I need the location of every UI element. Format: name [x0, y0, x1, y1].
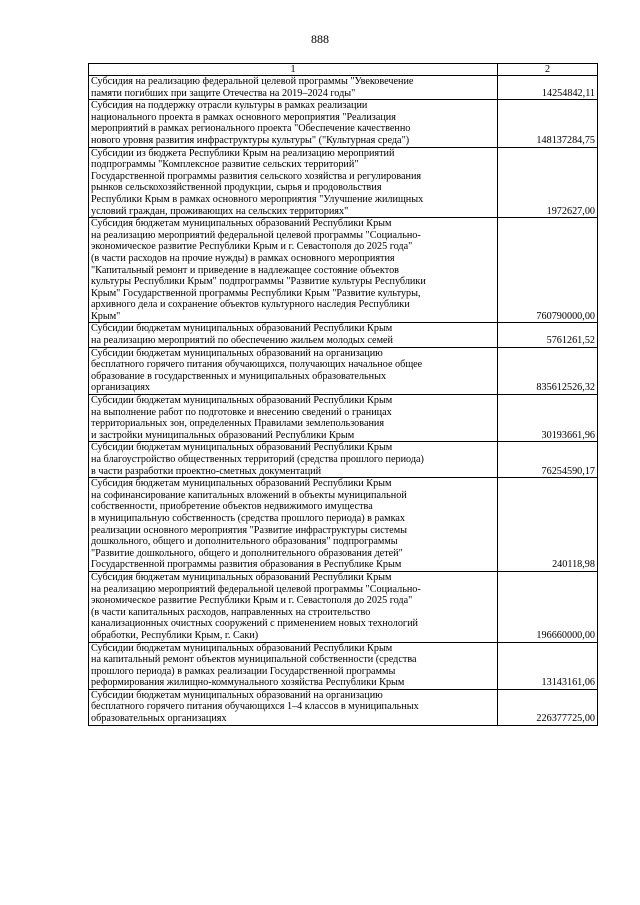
description-line: на выполнение работ по подготовке и внесению сведений о границах: [91, 406, 392, 418]
row-description: [89, 323, 498, 347]
description-line: на благоустройство общественных территорий (средства прошлого периода): [91, 454, 424, 465]
description-line: Субсидии бюджетам муниципальных образований на организацию: [91, 347, 383, 359]
row-amount: 13143161,06: [498, 642, 598, 689]
description-line: на реализацию мероприятий по обеспечению жильем молодых семей: [91, 335, 393, 347]
budget-table: [88, 63, 598, 726]
page-number: 888: [311, 32, 329, 46]
row-amount: 835612526,32: [498, 347, 598, 394]
description-line: национального проекта в рамках основного мероприятия "Реализация: [91, 111, 396, 123]
description-line: (в части расходов на прочие нужды) в рамках основного мероприятия: [91, 252, 395, 264]
row-description: [89, 642, 498, 689]
row-description: [89, 478, 498, 572]
description-line: Субсидии бюджетам муниципальных образований Республики Крым: [91, 442, 393, 454]
row-description: [89, 689, 498, 725]
description-line: экономическое развитие Республики Крым и г. Севастополя до 2025 года": [91, 595, 413, 607]
row-description: [89, 218, 498, 323]
table-row: [89, 395, 598, 442]
description-line: Субсидии бюджетам муниципальных образований на организацию: [91, 689, 383, 701]
row-description: [89, 571, 498, 642]
table-row: [89, 347, 598, 394]
description-line: нового уровня развития инфраструктуры культуры" ("Культурная среда"): [91, 134, 410, 146]
description-line: Республики Крым в рамках основного мероприятия "Улучшение жилищных: [91, 193, 424, 205]
description-line: Субсидия бюджетам муниципальных образований Республики Крым: [91, 218, 392, 230]
description-line: памяти погибших при защите Отечества на 2019–2024 годы": [91, 87, 356, 99]
description-line: Субсидия бюджетам муниципальных образований Республики Крым: [91, 571, 392, 583]
description-line: обработки, Республики Крым, г. Саки): [91, 629, 259, 641]
row-amount: 76254590,17: [498, 442, 598, 478]
description-line: архивного дела и сохранение объектов культурного наследия Республики: [91, 299, 410, 311]
description-line: на капитальный ремонт объектов муниципальной собственности (средства: [91, 654, 417, 666]
description-line: реформирования жилищно-коммунального хозяйства Республики Крым: [91, 677, 405, 689]
row-description: [89, 76, 498, 100]
description-line: культуры Республики Крым" подпрограммы "Развитие культуры Республики: [91, 276, 426, 288]
table-row: [89, 76, 598, 100]
description-line: рынков сельскохозяйственной продукции, сырья и продовольствия: [91, 182, 382, 194]
table-row: [89, 689, 598, 725]
description-line: Субсидии из бюджета Республики Крым на реализацию мероприятий: [91, 147, 395, 159]
table-row: [89, 147, 598, 218]
description-line: Государственной программы развития образования в Республике Крым: [91, 559, 402, 571]
description-line: в части разработки проектно-сметных документаций: [91, 465, 322, 477]
description-line: Субсидия на поддержку отрасли культуры в рамках реализации: [91, 100, 368, 112]
description-line: Крым": [91, 310, 121, 322]
description-line: Субсидии бюджетам муниципальных образований Республики Крым: [91, 395, 393, 407]
row-amount: 1972627,00: [498, 147, 598, 218]
column-header-amount: 2: [498, 64, 598, 76]
description-line: реализации основного мероприятия "Развитие инфраструктуры системы: [91, 524, 407, 536]
description-line: на реализацию мероприятий федеральной целевой программы "Социально-: [91, 583, 421, 595]
column-header-description: 1: [89, 64, 498, 76]
description-line: условий граждан, проживающих на сельских территориях": [91, 205, 349, 217]
description-line: прошлого периода) в рамках реализации Государственной программы: [91, 665, 396, 677]
description-line: дошкольного, общего и дополнительного образования" подпрограммы: [91, 536, 398, 548]
description-line: Субсидия бюджетам муниципальных образований Республики Крым: [91, 478, 392, 490]
description-line: экономическое развитие Республики Крым и г. Севастополя до 2025 года": [91, 241, 413, 253]
description-line: Субсидии бюджетам муниципальных образований Республики Крым: [91, 323, 393, 335]
description-line: бесплатного горячего питания обучающихся, получающих начальное общее: [91, 359, 423, 371]
row-amount: 760790000,00: [498, 218, 598, 323]
description-line: на реализацию мероприятий федеральной целевой программы "Социально-: [91, 229, 421, 241]
table-row: [89, 218, 598, 323]
row-amount: 240118,98: [498, 478, 598, 572]
row-description: [89, 442, 498, 478]
description-line: Государственной программы развития сельского хозяйства и регулирования: [91, 170, 422, 182]
row-description: [89, 395, 498, 442]
description-line: в муниципальную собственность (средства прошлого периода) в рамках: [91, 512, 405, 524]
description-line: (в части капитальных расходов, направленных на строительство: [91, 606, 371, 618]
description-line: территориальных зон, определенных Правилами землепользования: [91, 418, 385, 430]
description-line: подпрограммы "Комплексное развитие сельских территорий": [91, 159, 359, 171]
description-line: Субсидии бюджетам муниципальных образований Республики Крым: [91, 642, 393, 654]
table-row: [89, 442, 598, 478]
row-amount: 5761261,52: [498, 323, 598, 347]
description-line: на софинансирование капитальных вложений в объекты муниципальной: [91, 489, 407, 501]
description-line: "Развитие дошкольного, общего и дополнительного образования детей": [91, 547, 403, 559]
description-line: собственности, приобретение объектов недвижимого имущества: [91, 501, 373, 513]
row-amount: 196660000,00: [498, 571, 598, 642]
table-header-row: [89, 64, 598, 76]
description-line: Крым" Государственной программы Республики Крым "Развитие культуры,: [91, 287, 421, 299]
description-line: и застройки муниципальных образований Республики Крым: [91, 429, 355, 441]
row-amount: 14254842,11: [498, 76, 598, 100]
description-line: канализационных очистных сооружений с применением новых технологий: [91, 618, 418, 630]
description-line: мероприятий в рамках регионального проекта "Обеспечение качественно: [91, 123, 411, 135]
table-row: [89, 642, 598, 689]
description-line: Субсидия на реализацию федеральной целевой программы "Увековечение: [91, 76, 414, 87]
table-row: [89, 571, 598, 642]
row-description: [89, 100, 498, 147]
row-description: [89, 147, 498, 218]
description-line: организациях: [91, 382, 151, 394]
table-row: [89, 100, 598, 147]
row-amount: 148137284,75: [498, 100, 598, 147]
description-line: образовательных организациях: [91, 713, 227, 725]
table-row: [89, 478, 598, 572]
table-row: [89, 323, 598, 347]
description-line: образование в государственных и муниципальных образовательных: [91, 370, 387, 382]
row-amount: 226377725,00: [498, 689, 598, 725]
row-amount: 30193661,96: [498, 395, 598, 442]
row-description: [89, 347, 498, 394]
table-body: [89, 76, 598, 726]
description-line: "Капитальный ремонт и приведение в надлежащее состояние объектов: [91, 264, 399, 276]
description-line: бесплатного горячего питания обучающихся 1–4 классов в муниципальных: [91, 701, 419, 713]
